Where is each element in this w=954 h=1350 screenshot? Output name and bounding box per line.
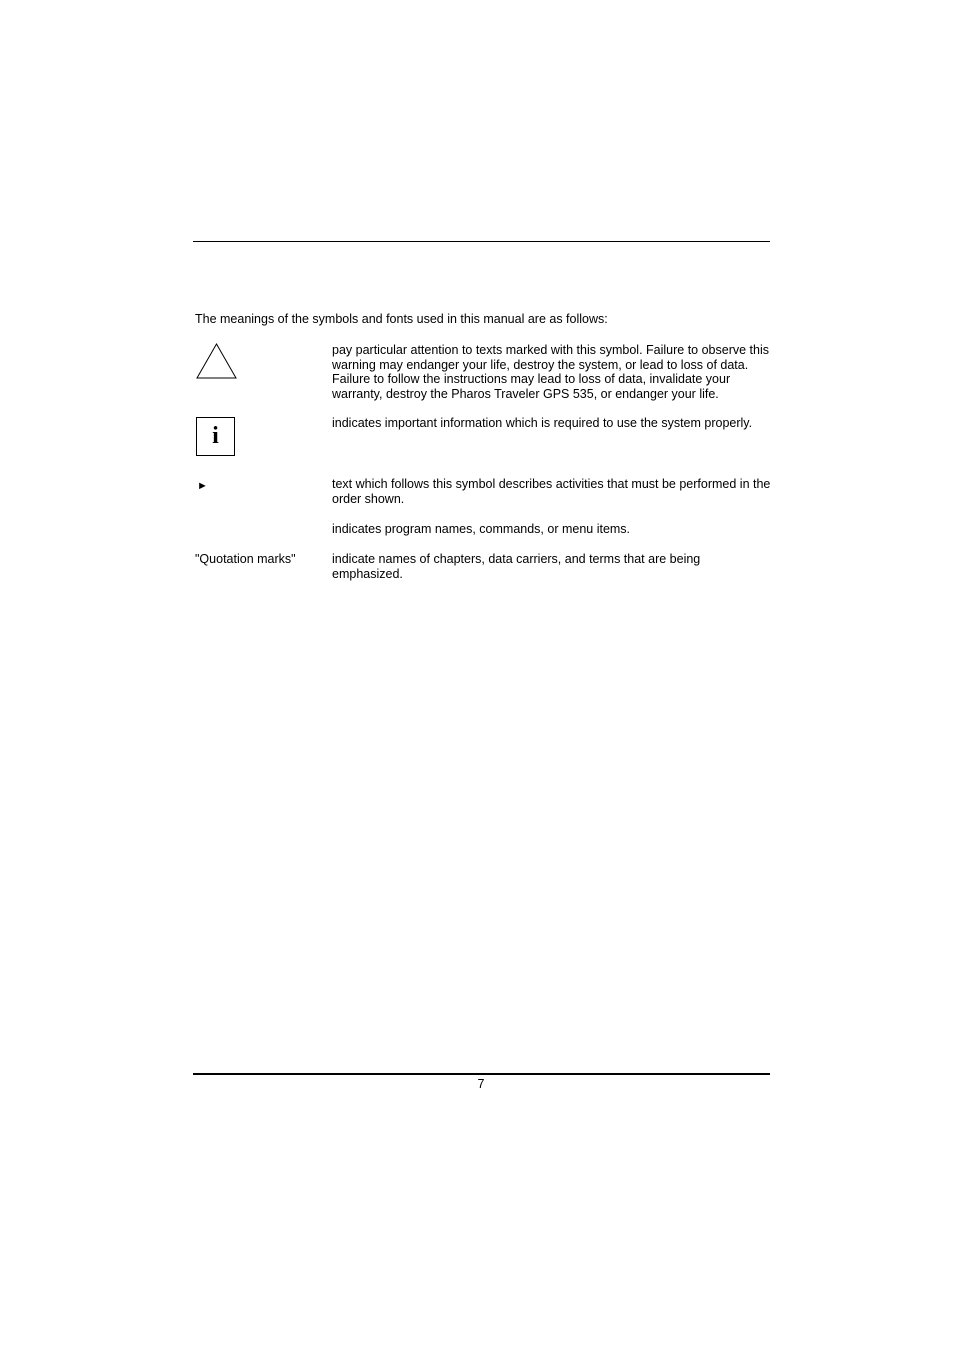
- quotation-marks-description: indicate names of chapters, data carriers, and terms that are being emphasized.: [332, 552, 701, 581]
- program-names-description: indicates program names, commands, or menu items.: [332, 522, 631, 536]
- warning-description: pay particular attention to texts marked with this symbol. Failure to observe this warning may endanger your life, destroy the system, or lead to loss of data. Failure to follow the instructions may lead to loss of data, invalidate your warranty, destroy the Pharos Traveler GPS 535, or endanger your life.: [332, 343, 769, 401]
- arrow-right-icon: ►: [197, 480, 208, 492]
- arrow-description: text which follows this symbol describes activities that must be performed in the order shown.: [332, 477, 771, 506]
- quotation-marks-label: "Quotation marks": [195, 552, 296, 566]
- info-description: indicates important information which is required to use the system properly.: [332, 416, 753, 430]
- info-icon: i: [196, 417, 235, 456]
- intro-text: The meanings of the symbols and fonts used in this manual are as follows:: [195, 312, 608, 326]
- warning-triangle-icon: [195, 342, 238, 380]
- page-number: 7: [477, 1077, 485, 1091]
- footer-rule: [193, 1073, 770, 1075]
- header-rule: [193, 241, 770, 242]
